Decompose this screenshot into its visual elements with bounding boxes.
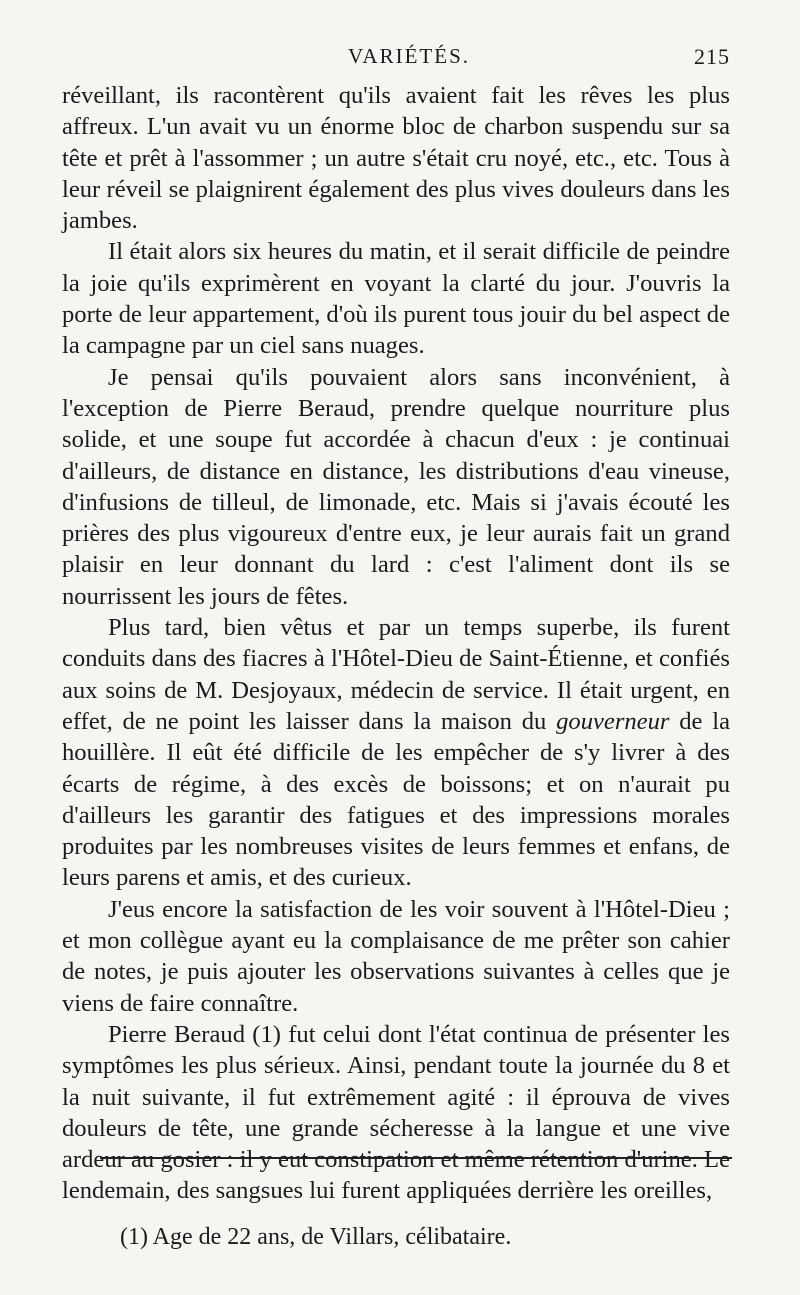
- paragraph-4: [62, 612, 730, 894]
- page-header: [88, 44, 730, 74]
- paragraph-2: Il était alors six heures du matin, et il serait difficile de peindre la joie qu'ils exprimèrent en voyant la clarté du jour. J'ouvris la porte de leur appartement, d'où ils purent tous jouir du bel aspect de la campagne par un ciel sans nuages.: [62, 238, 730, 360]
- paragraph-5: J'eus encore la satisfaction de les voir souvent à l'Hôtel-Dieu ; et mon collègue ayant eu la complaisance de me prêter son cahier de notes, je puis ajouter les observations suivantes à celles que je viens de faire connaître.: [62, 895, 730, 1017]
- body-text: [62, 80, 730, 1207]
- paragraph-3: Je pensai qu'ils pouvaient alors sans inconvénient, à l'exception de Pierre Beraud, prendre quelque nourriture plus solide, et une soupe fut accordée à chacun d'eux : je continuai d'ailleurs, de distance en distance, les distributions d'eau vineuse, d'infusions de tilleul, de limonade, etc. Mais si j'avais écouté les prières des plus vigoureux d'entre eux, je leur aurais fait un grand plaisir en leur donnant du lard : c'est l'aliment dont ils se nourrissent les jours de fêtes.: [62, 363, 730, 610]
- paragraph-6: Pierre Beraud (1) fut celui dont l'état continua de présenter les symptômes les plus sérieux. Ainsi, pendant toute la journée du 8 et la nuit suivante, il fut extrêmement agité : il éprouva de vives douleurs de tête, une grande sécheresse à la langue et une vive ardeur au gosier : il y eut constipation et même rétention d'urine. Le lendemain, des sangsues lui furent appliquées derrière les oreilles,: [62, 1020, 730, 1205]
- italic-term: gouverneur: [556, 707, 670, 735]
- paragraph-1: réveillant, ils racontèrent qu'ils avaient fait les rêves les plus affreux. L'un avait vu un énorme bloc de charbon suspendu sur sa tête et prêt à l'assommer ; un autre s'était cru noyé, etc., etc. Tous à leur réveil se plaignirent également des plus vives douleurs dans les jambes.: [62, 82, 730, 235]
- paragraph-4-part-2: de la houillère. Il eût été difficile de les empêcher de s'y livrer à des écarts de régime, à des excès de boissons; et on n'aurait pu d'ailleurs les garantir des fatigues et des impressions morales produites par les nombreuses visites de leurs femmes et enfans, de leurs parens et amis, et des curieux.: [62, 707, 730, 892]
- footnote: (1) Age de 22 ans, de Villars, célibataire.: [120, 1224, 512, 1250]
- running-head: VARIÉTÉS.: [347, 44, 471, 68]
- paragraph-4-part-1: Plus tard, bien vêtus et par un temps superbe, ils furent conduits dans des fiacres à l'Hôtel-Dieu de Saint-Étienne, et confiés aux soins de M. Desjoyaux, médecin de service. Il était urgent, en effet, de ne point les laisser dans la maison du: [62, 614, 730, 735]
- page-number: 215: [694, 44, 730, 69]
- footnote-rule: [100, 1157, 732, 1159]
